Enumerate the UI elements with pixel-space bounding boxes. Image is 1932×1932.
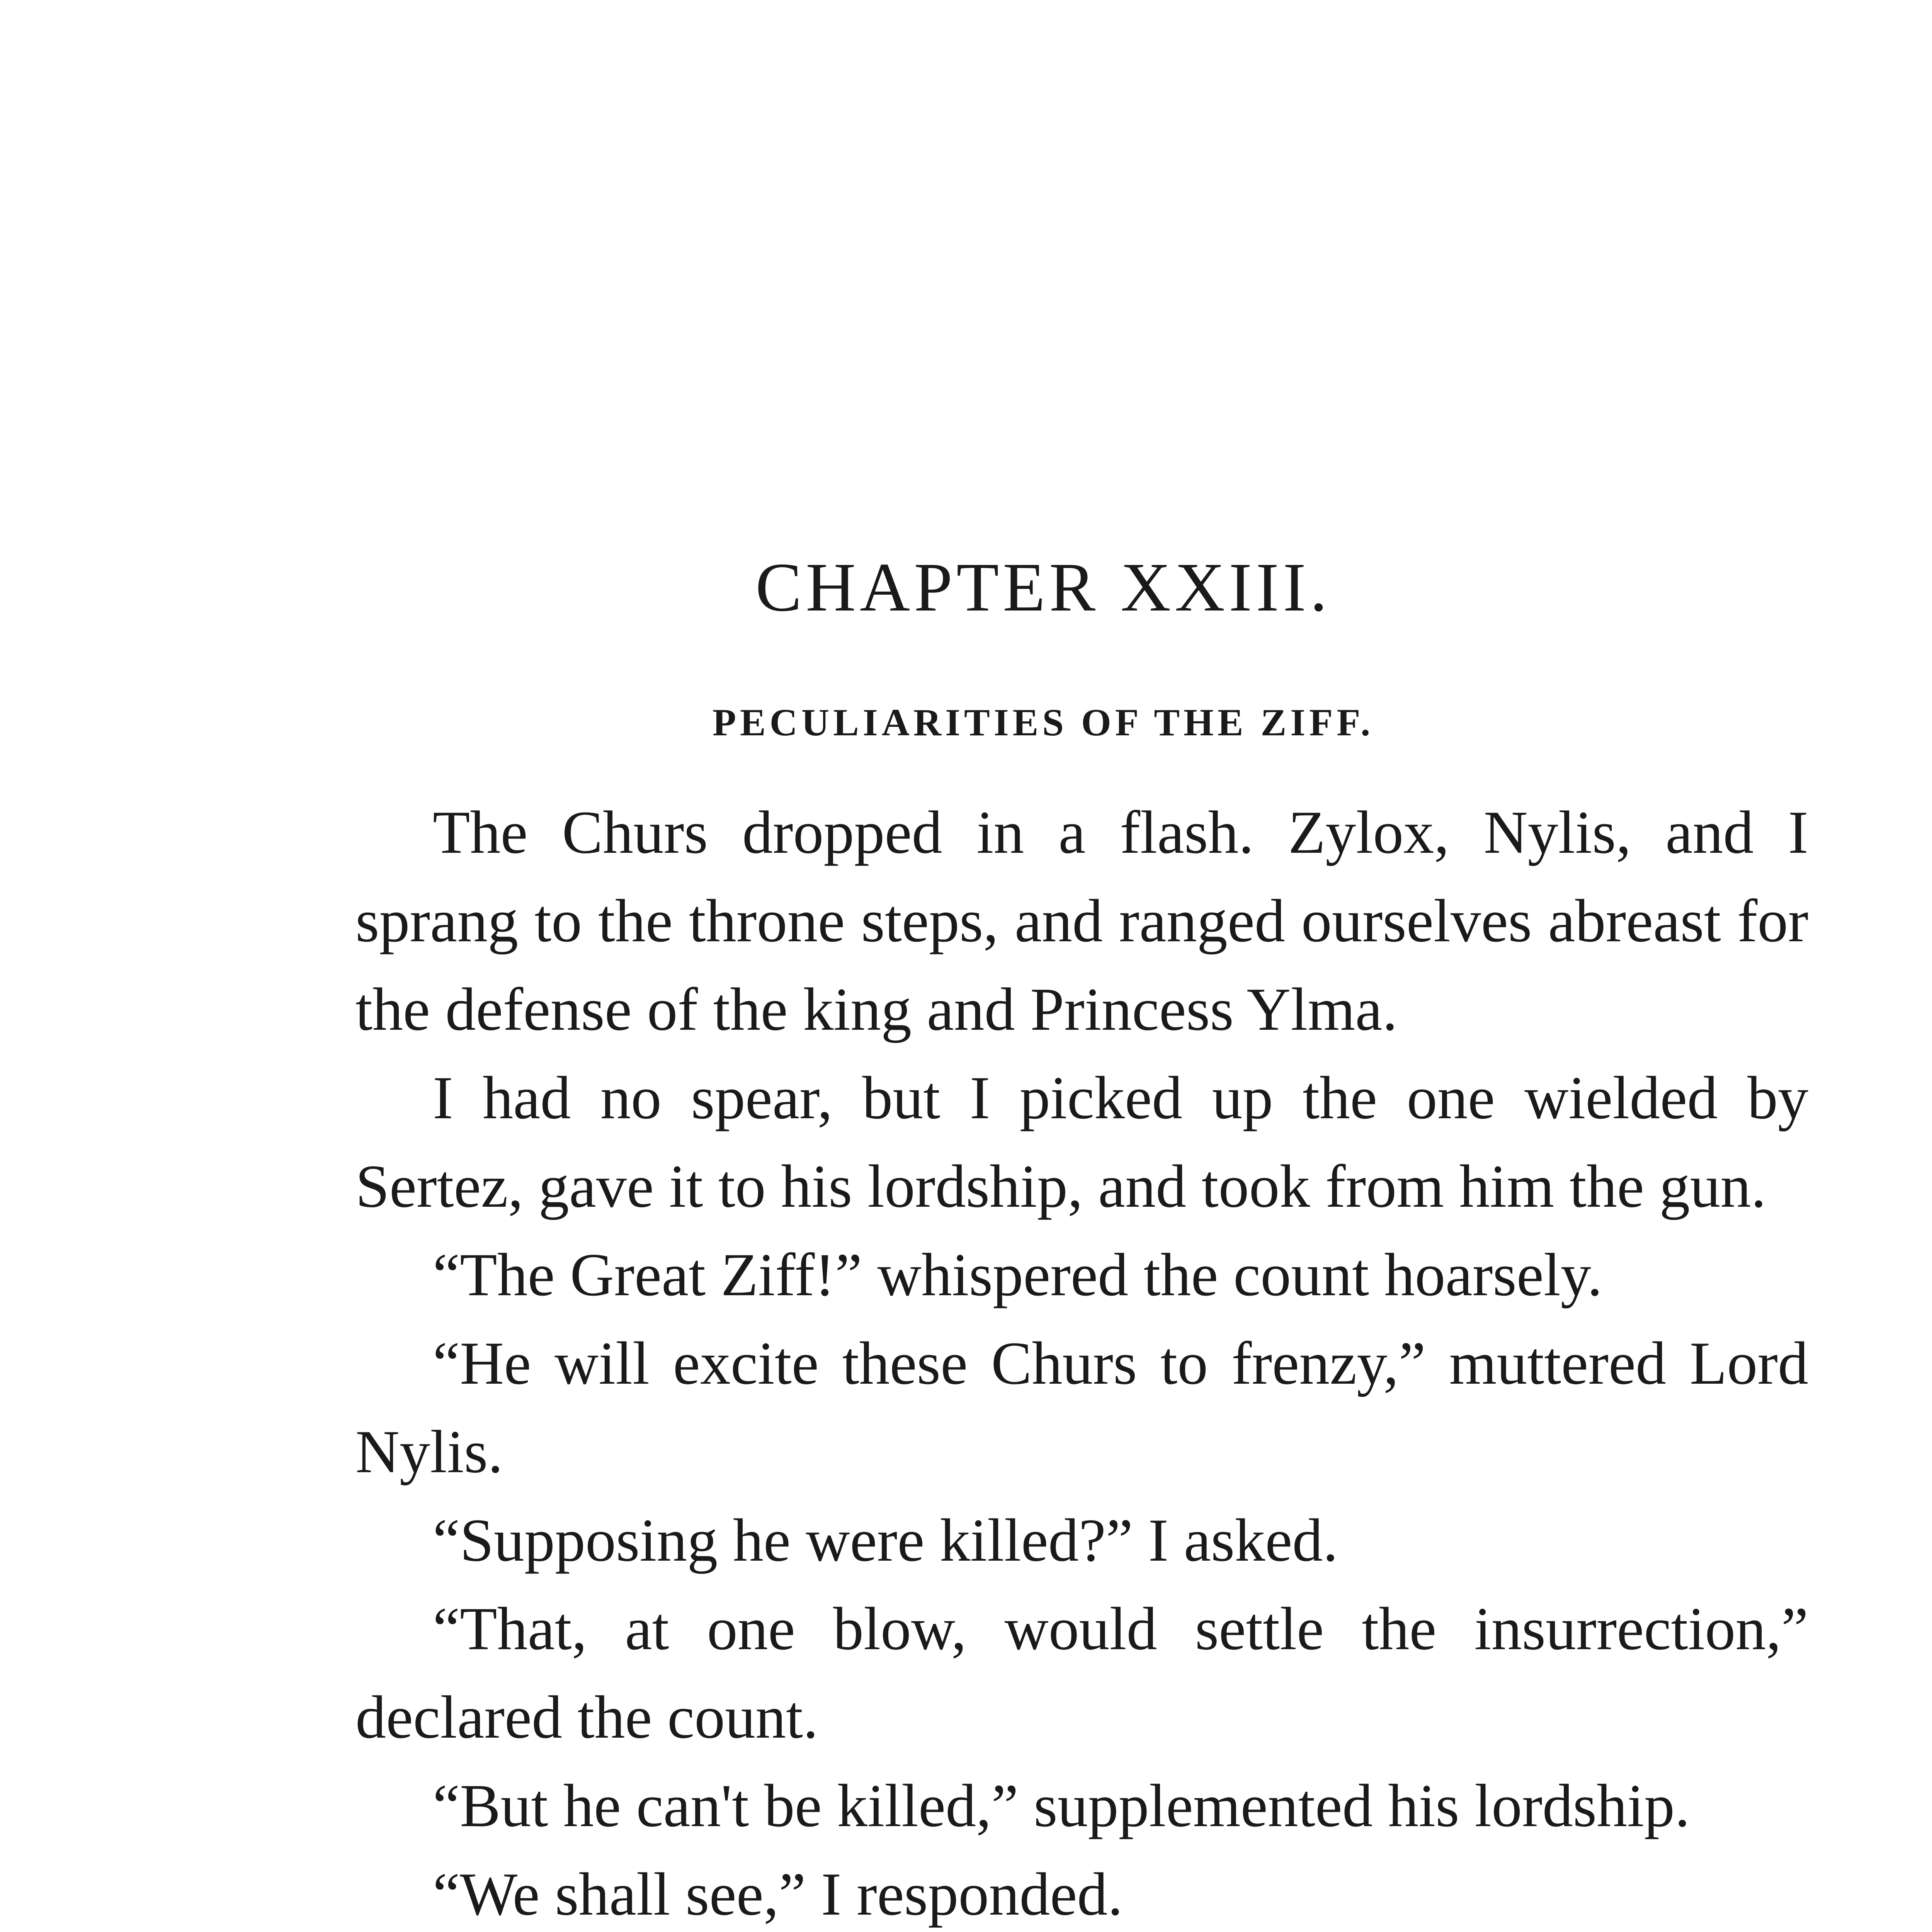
chapter-title: CHAPTER XXIII. [755,549,1331,626]
paragraph: “We shall see,” I responded. [433,1861,1123,1928]
paragraph: “That, at one blow, would settle the insurrection,” declared the count. [355,1595,1808,1751]
chapter-subtitle: PECULIARITIES OF THE ZIFF. [712,701,1374,744]
paragraph: “Supposing he were killed?” I asked. [433,1507,1338,1574]
paragraph: “The Great Ziff!” whispered the count hoarsely. [433,1241,1603,1309]
paragraph: “He will excite these Churs to frenzy,” muttered Lord Nylis. [355,1330,1808,1486]
paragraph: I had no spear, but I picked up the one wielded by Sertez, gave it to his lordship, and took from him the gun. [355,1064,1808,1220]
paragraph: The Churs dropped in a flash. Zylox, Nylis, and I sprang to the throne steps, and ranged ourselves abreast for the defense of the king and Princess Ylma. [355,799,1808,1043]
paragraph: “But he can't be killed,” supplemented his lordship. [433,1772,1690,1840]
chapter-body [355,788,1808,1932]
